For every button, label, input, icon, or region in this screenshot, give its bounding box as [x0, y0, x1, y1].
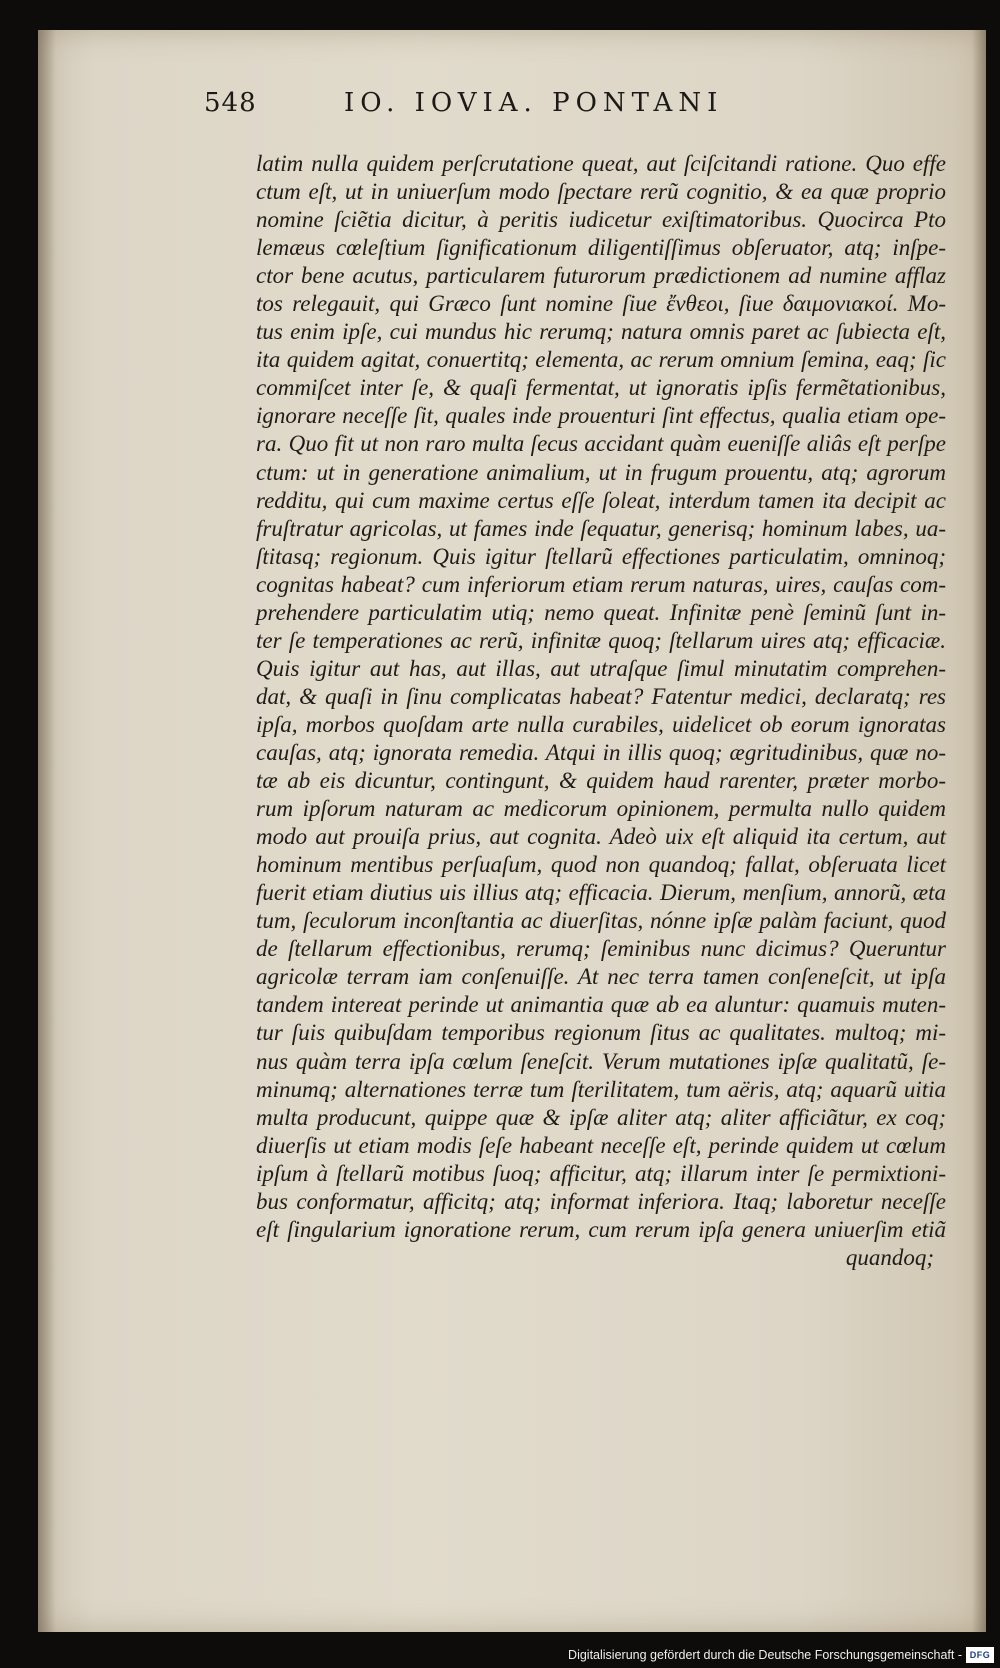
- text-line: cauſas, atq; ignorata remedia. Atqui in illis quoq; ægritudinibus, quæ no-: [256, 739, 946, 765]
- dfg-logo: [966, 1647, 994, 1663]
- text-line: de ſtellarum effectionibus, rerumq; ſeminibus nunc dicimus? Queruntur: [256, 936, 946, 962]
- text-line: ita quidem agitat, conuertitq; elementa, ac rerum omnium ſemina, eaq; ſic: [256, 347, 946, 373]
- text-line: tandem intereat perinde ut animantia quæ ab ea aluntur: quamuis muten-: [256, 992, 946, 1018]
- footer-credit: Digitalisierung gefördert durch die Deutsche Forschungsgemeinschaft -: [568, 1648, 962, 1662]
- text-line: ipſum à ſtellarũ motibus ſuoq; afficitur, atq; illarum inter ſe permixtioni-: [256, 1160, 946, 1186]
- text-line: minumq; alternationes terræ tum ſterilitatem, tum aëris, atq; aquarũ uitia: [256, 1076, 946, 1102]
- text-line: tur ſuis quibuſdam temporibus regionum ſitus ac qualitates. multoq; mi-: [256, 1020, 946, 1046]
- text-line: ſtitasq; regionum. Quis igitur ſtellarũ effectiones particulatim, omninoq;: [256, 543, 946, 569]
- text-line: Quis igitur aut has, aut illas, aut utraſque ſimul minutatim comprehen-: [256, 655, 946, 681]
- text-line: fruſtratur agricolas, ut fames inde ſequatur, generisq; hominum labes, ua-: [256, 515, 946, 541]
- text-line: ra. Quo fit ut non raro multa ſecus accidant quàm eueniſſe aliâs eſt perſpe: [256, 431, 946, 457]
- text-line: hominum mentibus perſuaſum, quod non quandoq; fallat, obſeruata licet: [256, 852, 946, 878]
- text-line: ignorare neceſſe ſit, quales inde prouenturi ſint effectus, qualia etiam ope-: [256, 403, 946, 429]
- text-line: modo aut prouiſa prius, aut cognita. Adeò uix eſt aliquid ita certum, aut: [256, 824, 946, 850]
- running-head: [204, 88, 804, 128]
- text-line: ctum: ut in generatione animalium, ut in frugum prouentu, atq; agrorum: [256, 459, 946, 485]
- text-line: rum ipſorum naturam ac medicorum opinionem, permulta nullo quidem: [256, 796, 946, 822]
- text-line: lemæus cœleſtium ſignificationum diligentiſſimus obſeruator, atq; inſpe-: [256, 235, 946, 261]
- text-line: tus enim ipſe, cui mundus hic rerumq; natura omnis paret ac ſubiecta eſt,: [256, 319, 946, 345]
- text-line: tos relegauit, qui Græco ſunt nomine ſiue ἔνθεοι, ſiue δαιμονιακοί. Mo-: [256, 291, 946, 317]
- page-number: 548: [204, 88, 257, 118]
- text-line: latim nulla quidem perſcrutatione queat, aut ſciſcitandi ratione. Quo effe: [256, 151, 946, 176]
- text-line: bus conformatur, afficitq; atq; informat inferiora. Itaq; laboretur neceſſe: [256, 1188, 946, 1214]
- text-line: redditu, qui cum maxime certus eſſe ſoleat, interdum tamen ita decipit ac: [256, 487, 946, 513]
- text-line: nomine ſciẽtia dicitur, à peritis iudicetur exiſtimatoribus. Quocirca Pto: [256, 207, 946, 233]
- text-line: nus quàm terra ipſa cœlum ſeneſcit. Verum mutationes ipſæ qualitatũ, ſe-: [256, 1048, 946, 1074]
- body-text: [256, 150, 946, 1272]
- footer-bar: [0, 1645, 1000, 1668]
- text-line: fuerit etiam diutius uis illius atq; efficacia. Dierum, menſium, annorũ, æta: [256, 880, 946, 906]
- text-line: dat, & quaſi in ſinu complicatas habeat? Fatentur medici, declaratq; res: [256, 683, 946, 709]
- text-line: prehendere particulatim utiq; nemo queat. Infinitæ penè ſeminũ ſunt in-: [256, 599, 946, 625]
- text-line: ter ſe temperationes ac rerũ, infinitæ quoq; ſtellarum uires atq; efficaciæ.: [256, 627, 946, 653]
- text-line: ctor bene acutus, particularem futurorum prædictionem ad numine afflaz: [256, 263, 946, 289]
- text-line: multa producunt, quippe quæ & ipſæ aliter atq; aliter afficiãtur, ex coq;: [256, 1104, 946, 1130]
- text-line: diuerſis ut etiam modis ſeſe habeant neceſſe eſt, perinde quidem ut cœlum: [256, 1132, 946, 1158]
- text-line: ipſa, morbos quoſdam arte nulla curabiles, uidelicet ob eorum ignoratas: [256, 711, 946, 737]
- text-line: eſt ſingularium ignoratione rerum, cum rerum ipſa genera uniuerſim etiã: [256, 1216, 946, 1242]
- page-gutter-shadow: [38, 30, 56, 1632]
- dfg-logo-text: DFG: [969, 1650, 991, 1660]
- header-title: IO. IOVIA. PONTANI: [344, 88, 724, 118]
- text-line: commiſcet inter ſe, & quaſi fermentat, ut ignoratis ipſis fermẽtationibus,: [256, 375, 946, 401]
- text-line: agricolæ terram iam conſenuiſſe. At nec terra tamen conſeneſcit, ut ipſa: [256, 964, 946, 990]
- page-edge-shadow: [972, 30, 986, 1632]
- text-line: tæ ab eis dicuntur, contingunt, & quidem haud rarenter, præter morbo-: [256, 768, 946, 794]
- catchword: quandoq;: [845, 1244, 934, 1270]
- text-line: ctum eſt, ut in uniuerſum modo ſpectare rerũ cognitio, & ea quæ proprio: [256, 179, 946, 205]
- text-line: tum, ſeculorum inconſtantia ac diuerſitas, nónne ipſæ palàm faciunt, quod: [256, 908, 946, 934]
- text-line: cognitas habeat? cum inferiorum etiam rerum naturas, uires, cauſas com-: [256, 571, 946, 597]
